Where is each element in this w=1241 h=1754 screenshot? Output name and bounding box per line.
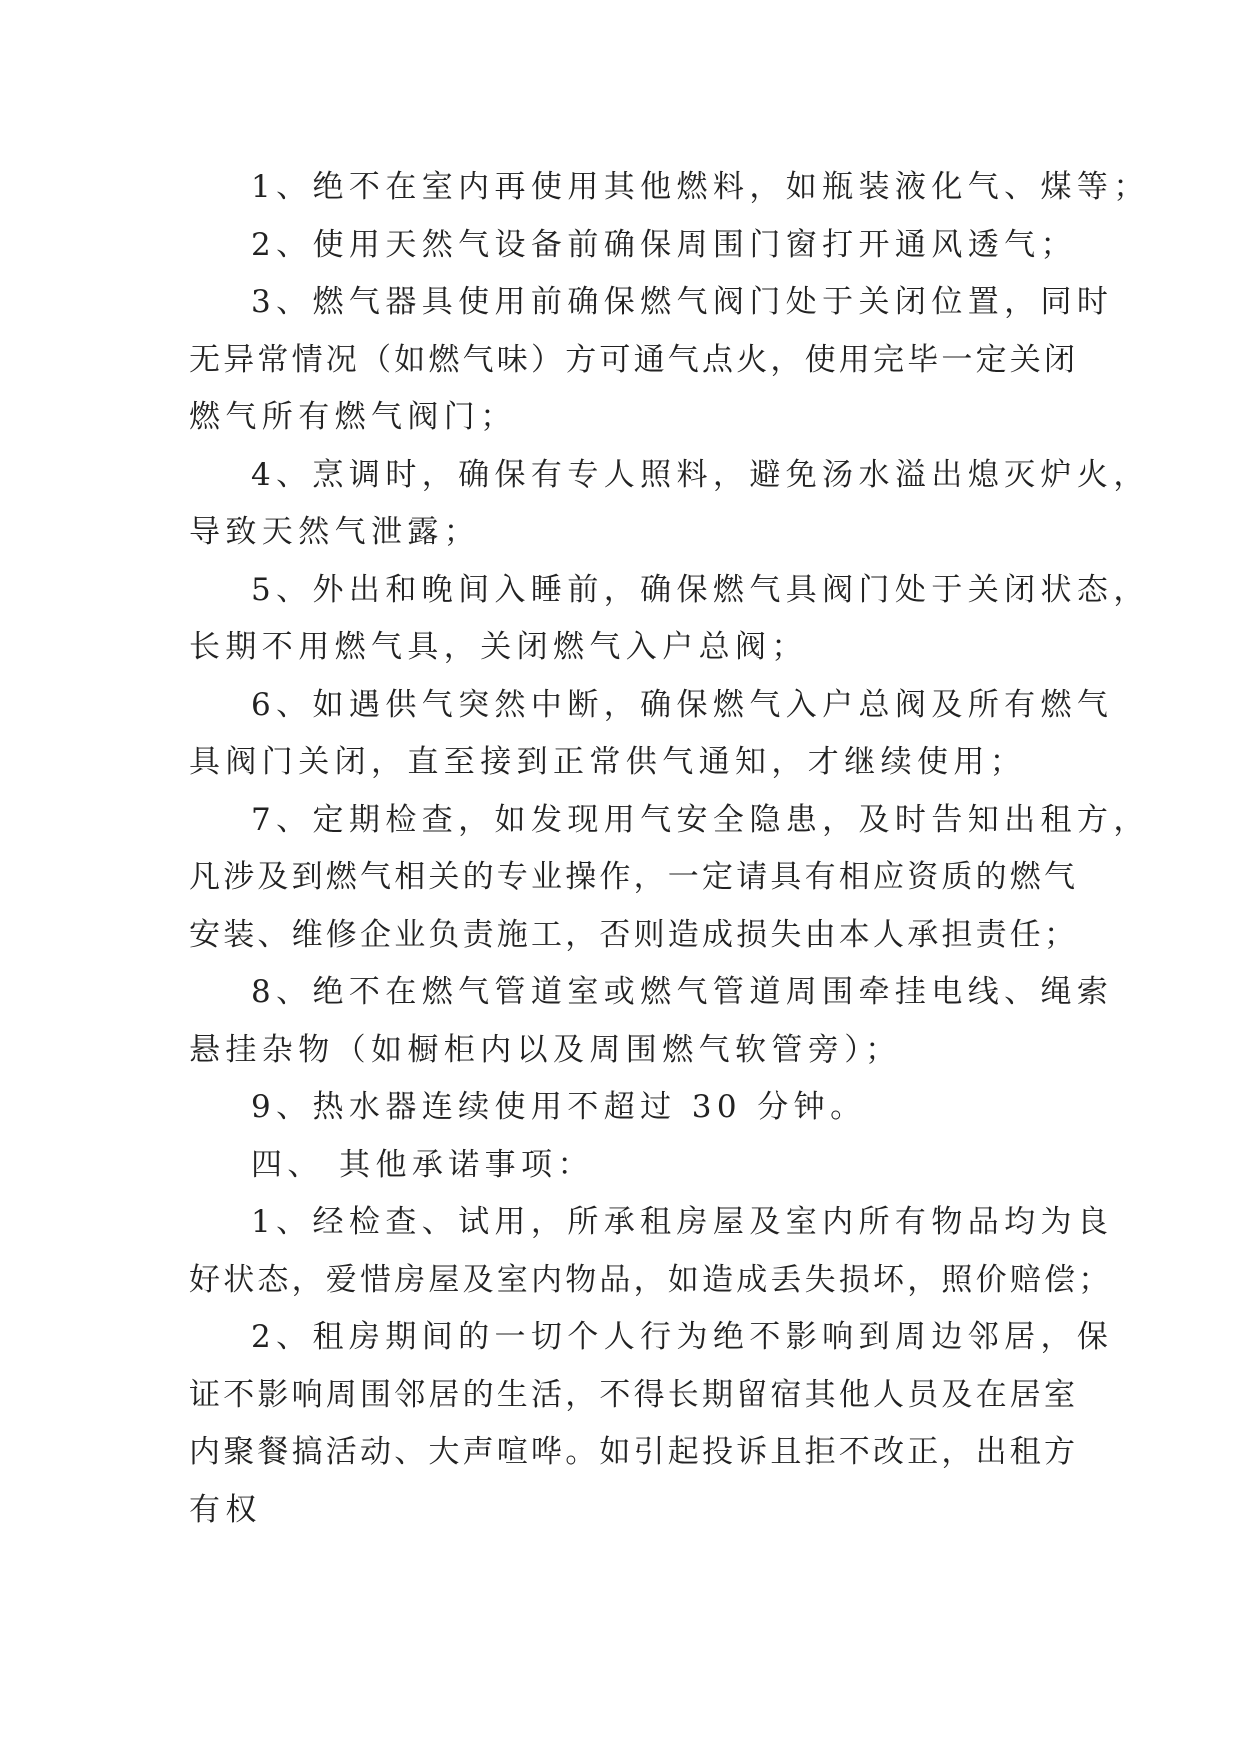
paragraph-line: 无异常情况（如燃气味）方可通气点火，使用完毕一定关闭 [189,341,1079,378]
section-heading: 四、 其他承诺事项： [251,1146,594,1183]
paragraph-line: 内聚餐搞活动、大声喧哗。如引起投诉且拒不改正，出租方 [189,1434,1079,1470]
paragraph-line: 具阀门关闭，直至接到正常供气通知，才继续使用； [189,744,1027,780]
paragraph-line: 2、使用天然气设备前确保周围门窗打开通风透气； [251,226,1077,263]
paragraph-line: 悬挂杂物（如橱柜内以及周围燃气软管旁）； [189,1031,902,1068]
paragraph-line: 7、定期检查，如发现用气安全隐患，及时告知出租方， [251,801,1150,838]
paragraph-line: 1、经检查、试用，所承租房屋及室内所有物品均为良 [251,1204,1114,1240]
paragraph-line: 导致天然气泄露； [189,514,481,550]
paragraph-line: 1、绝不在室内再使用其他燃料，如瓶装液化气、煤等； [251,169,1150,205]
paragraph-line: 3、燃气器具使用前确保燃气阀门处于关闭位置，同时 [251,284,1114,320]
paragraph-line: 8、绝不在燃气管道室或燃气管道周围牵挂电线、绳索 [251,974,1114,1010]
paragraph-line: 长期不用燃气具，关闭燃气入户总阀； [189,629,808,665]
paragraph-line: 6、如遇供气突然中断，确保燃气入户总阀及所有燃气 [251,686,1114,723]
document-body [189,159,1150,1539]
paragraph-line: 9、热水器连续使用不超过 30 分钟。 [251,1089,867,1125]
paragraph-line: 证不影响周围邻居的生活，不得长期留宿其他人员及在居室 [189,1376,1079,1413]
paragraph-line: 4、烹调时，确保有专人照料，避免汤水溢出熄灭炉火， [251,456,1150,493]
paragraph-line: 有权 [189,1491,262,1528]
paragraph-line: 凡涉及到燃气相关的专业操作，一定请具有相应资质的燃气 [189,859,1079,895]
paragraph-line: 5、外出和晚间入睡前，确保燃气具阀门处于关闭状态， [251,571,1150,608]
paragraph-line: 2、租房期间的一切个人行为绝不影响到周边邻居，保 [251,1319,1114,1355]
paragraph-line: 安装、维修企业负责施工，否则造成损失由本人承担责任； [189,916,1079,953]
paragraph-line: 燃气所有燃气阀门； [189,399,517,435]
paragraph-line: 好状态，爱惜房屋及室内物品，如造成丢失损坏，照价赔偿； [189,1261,1113,1298]
